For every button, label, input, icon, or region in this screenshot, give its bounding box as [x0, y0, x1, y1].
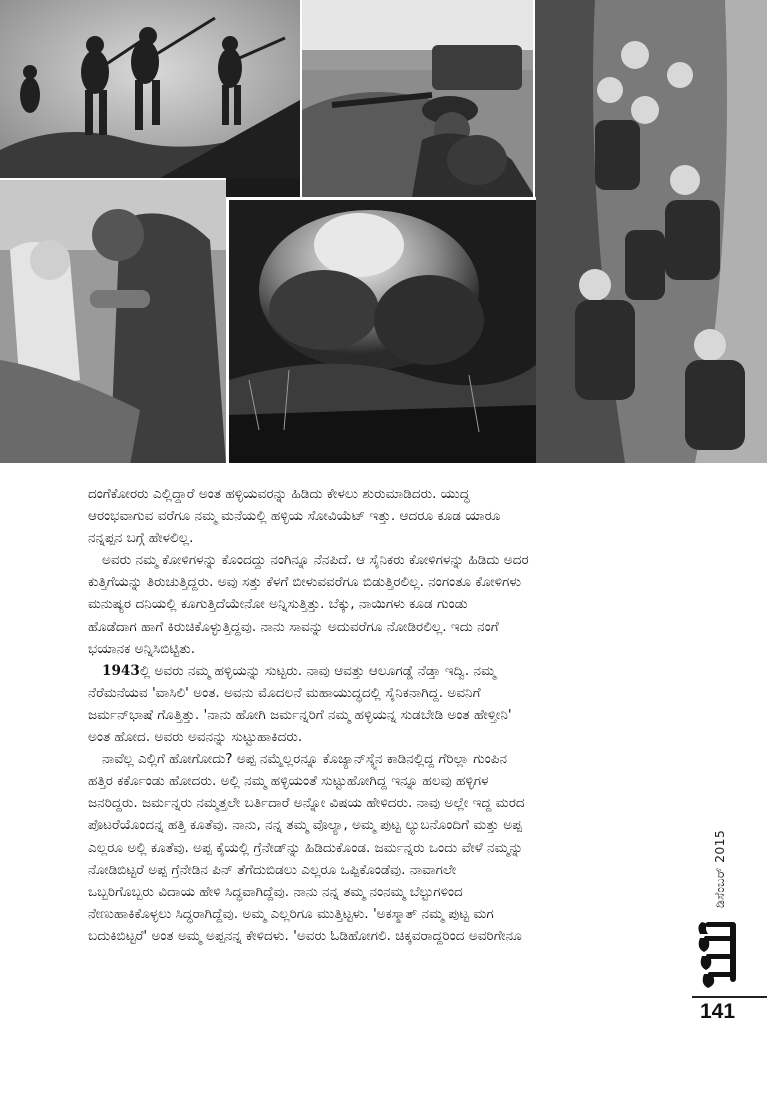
machine-gunners-photo — [300, 0, 535, 197]
issue-date-text: ಡಿಸೆಂಬರ್ 2015 — [712, 829, 727, 908]
issue-date — [694, 790, 727, 910]
paragraph-4 — [88, 748, 680, 947]
text-line: ನಾವೆಲ್ಲ ಎಲ್ಲಿಗೆ ಹೋಗೋದು? ಅಪ್ಪ ನಮ್ಮೆಲ್ಲರನ್ನೂ ಕೊಜ್ಯಾನ್‌ಸ್ಕ್ಯೆನ ಕಾಡಿನಲ್ಲಿದ್ದ ಗೆರಿಲ್ಲಾ ಗುಂಪಿನ — [102, 751, 508, 768]
text-line: ಕುತ್ತಿಗೆಯನ್ನು ತಿರುಚುತ್ತಿದ್ದರು. ಅವು ಸತ್ತು ಕೆಳಗೆ ಬೀಳುವವರೆಗೂ ಬಿಡುತ್ತಿರಲಿಲ್ಲ. ನಂಗಂತೂ ಕೋಳಿಗಳು — [88, 574, 522, 591]
children-in-trench-photo — [533, 0, 767, 463]
article-body — [88, 483, 680, 947]
text-line: ಜನರಿದ್ದರು. ಜರ್ಮನ್ನರು ನಮ್ಮತ್ತಲೇ ಬರ್ತಿದಾರೆ ಅನ್ನೋ ವಿಷಯ ಹೇಳಿದರು. ನಾವು ಅಲ್ಲೇ ಇದ್ದ ಮರದ — [88, 795, 525, 812]
page-number: 141 — [700, 1000, 736, 1023]
text-line: ನೆರೆಮನೆಯವ 'ವಾಸಿಲಿ' ಅಂತ. ಅವನು ಮೊದಲನೆ ಮಹಾಯುದ್ಧದಲ್ಲಿ ಸೈನಿಕನಾಗಿದ್ದ. ಅವನಿಗೆ — [88, 684, 481, 701]
year-1943: 1943 — [102, 662, 140, 679]
paragraph-2 — [88, 549, 680, 659]
text-line: ದಂಗೆಕೋರರು ಎಲ್ಲಿದ್ದಾರೆ ಅಂತ ಹಳ್ಳಿಯವರನ್ನು ಹಿಡಿದು ಕೇಳಲು ಶುರುಮಾಡಿದರು. ಯುದ್ಧ — [88, 486, 470, 502]
text-line: ಅಂತ ಹೋದ. ಅವರು ಅವನನ್ನು ಸುಟ್ಟುಹಾಕಿದರು. — [88, 729, 303, 746]
text-line: ಬದುಕಿಬಿಟ್ಟರೆ' ಅಂತ ಅಮ್ಮ ಅಪ್ಪನನ್ನ ಕೇಳಿದಳು. 'ಅವರು ಓಡಿಹೋಗಲಿ. ಚಿಕ್ಕವರಾದ್ದರಿಂದ ಅವರಿಗೇನೂ — [88, 927, 522, 944]
text-line: ಎಲ್ಲರೂ ಅಲ್ಲಿ ಕೂತೆವು. ಅಪ್ಪ ಕೈಯಲ್ಲಿ ಗ್ರೆನೇಡ್‌ನ್ನು ಹಿಡಿದುಕೊಂಡ. ಜರ್ಮನ್ನರು ಒಂದು ವೇಳೆ ನಮ್ಮನ್ನು — [88, 839, 524, 856]
explosion-photo — [226, 197, 536, 463]
text-line: ಹೊಡೆದಾಗ ಹಾಗೆ ಕಿರುಚಿಕೊಳ್ಳುತ್ತಿದ್ದವು. ನಾನು ಸಾವನ್ನು ಅದುವರೆಗೂ ನೋಡಿರಲಿಲ್ಲ. ಇದು ನಂಗೆ — [88, 618, 499, 635]
page-rule — [692, 996, 767, 998]
text-line: ಮನುಷ್ಯರ ದನಿಯಲ್ಲಿ ಕೂಗುತ್ತಿದೆಯೇನೋ ಅನ್ನಿಸುತ್ತಿತ್ತು. ಬೆಕ್ಕು, ನಾಯಿಗಳು ಕೂಡ ಗುಂಡು — [88, 596, 468, 613]
soldier-tending-child-photo — [0, 178, 226, 463]
text-line: ನನ್ನಪ್ಪನ ಬಗ್ಗೆ ಹೇಳಲಿಲ್ಲ. — [88, 530, 194, 547]
text-fragment: ಲ್ಲಿ ಅವರು ನಮ್ಮ ಹಳ್ಳಿಯನ್ನು ಸುಟ್ಟರು. ನಾವು ಆವತ್ತು ಆಲೂಗಡ್ಡೆ ನೆಡ್ತಾ ಇದ್ವಿ. ನಮ್ಮ — [139, 662, 496, 679]
text-line: ನೋಡಿಬಿಟ್ಟರೆ ಅಪ್ಪ ಗ್ರೆನೇಡಿನ ಪಿನ್ ತೆಗೆದುಬಿಡಲು ಎಲ್ಲರೂ ಒಪ್ಪಿಕೊಂಡೆವು. ನಾವಾಗಲೇ — [88, 861, 457, 878]
text-line: ಅವರು ನಮ್ಮ ಕೋಳಿಗಳನ್ನು ಕೊಂದದ್ದು ನಂಗಿನ್ನೂ ನೆನಪಿದೆ. ಆ ಸೈನಿಕರು ಕೋಳಿಗಳನ್ನು ಹಿಡಿದು ಅದರ — [102, 552, 529, 569]
photo-collage — [0, 0, 767, 463]
text-line — [88, 660, 680, 682]
text-line: ಜರ್ಮನ್‌ಭಾಷೆ ಗೊತ್ತಿತ್ತು. 'ನಾನು ಹೋಗಿ ಜರ್ಮನ್ನರಿಗೆ ನಮ್ಮ ಹಳ್ಳಿಯನ್ನ ಸುಡಬೇಡಿ ಅಂತ ಹೇಳ್ತೀನಿ' — [88, 706, 512, 723]
magazine-logo — [694, 918, 744, 990]
paragraph-3 — [88, 660, 680, 748]
text-line: ಭಯಾನಕ ಅನ್ನಿಸಿಬಿಟ್ಟಿತು. — [88, 640, 196, 657]
text-line: ಒಬ್ಬರಿಗೊಬ್ಬರು ವಿದಾಯ ಹೇಳಿ ಸಿದ್ಧವಾಗಿದ್ದೆವು. ನಾನು ನನ್ನ ತಮ್ಮ ನಂನಮ್ಮ ಬೆಲ್ಟುಗಳಿಂದ — [88, 883, 463, 900]
text-line: ಆರಂಭವಾಗುವ ವರೆಗೂ ನಮ್ಮ ಮನೆಯಲ್ಲಿ ಹಳ್ಳಿಯ ಸೋವಿಯೆಟ್ ಇತ್ತು. ಆದರೂ ಕೂಡ ಯಾರೂ — [88, 508, 501, 525]
paragraph-1 — [88, 483, 680, 549]
soldiers-charging-photo — [0, 0, 300, 178]
text-line: ಹತ್ತಿರ ಕರ್ಕೊಂಡು ಹೋದರು. ಅಲ್ಲಿ ನಮ್ಮ ಹಳ್ಳಿಯಂತೆ ಸುಟ್ಟುಹೋಗಿದ್ದ ಇನ್ನೂ ಹಲವು ಹಳ್ಳಿಗಳ — [88, 773, 489, 790]
mayura-logo-icon — [694, 918, 744, 990]
text-line: ನೇಣುಹಾಕಿಕೊಳ್ಳಲು ಸಿದ್ಧರಾಗಿದ್ದೆವು. ಅಮ್ಮ ಎಲ್ಲರಿಗೂ ಮುತ್ತಿಟ್ಟಳು. 'ಅಕಸ್ಮಾತ್ ನಮ್ಮ ಪುಟ್ಟ ಮಗ — [88, 905, 494, 922]
text-line: ಪೊಟರೆಯೊಂದನ್ನ ಹತ್ತಿ ಕೂತೆವು. ನಾನು, ನನ್ನ ತಮ್ಮ ವೊಲ್ಯಾ, ಅಮ್ಮ ಪುಟ್ಟ ಲ್ಯುಬನೊಂದಿಗೆ ಮತ್ತು ಅಪ್ಪ — [88, 817, 522, 834]
